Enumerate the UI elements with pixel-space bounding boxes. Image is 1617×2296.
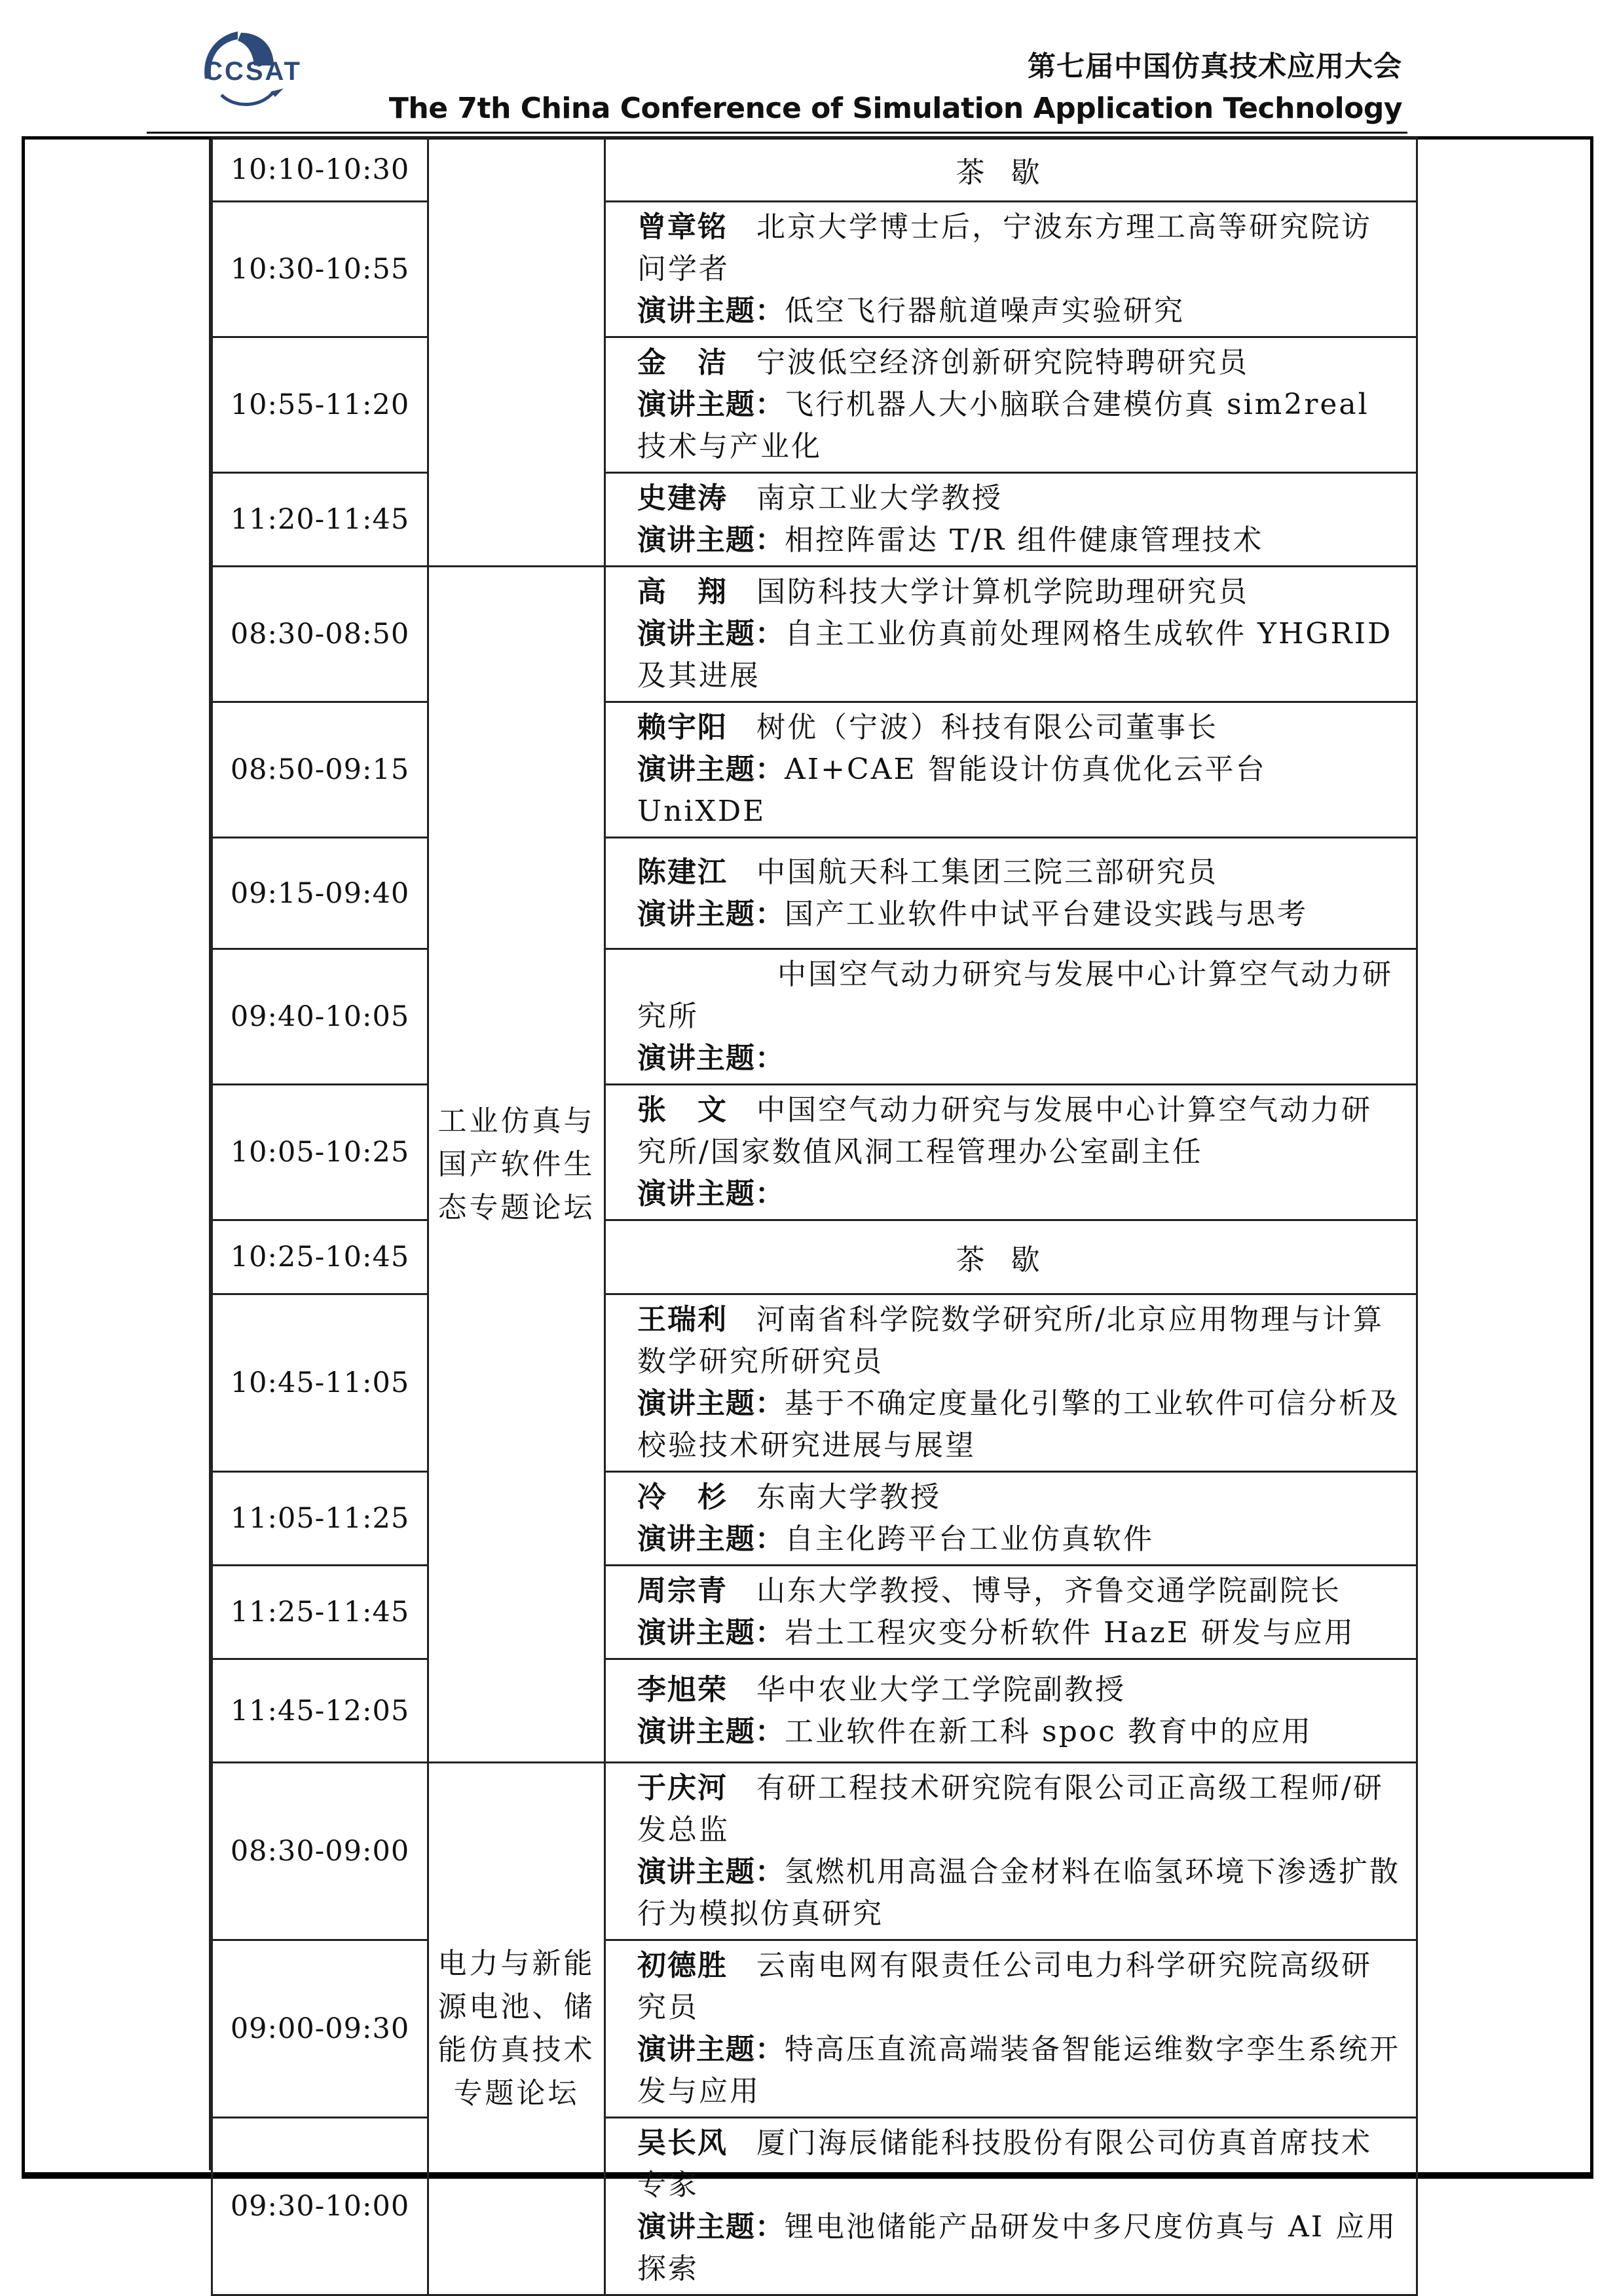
talk-cell	[605, 949, 1417, 1085]
topic-label: 演讲主题：	[637, 1714, 785, 1748]
talk-cell	[605, 1294, 1417, 1472]
schedule-row	[212, 567, 1417, 702]
speaker-affiliation: 树优（宁波）科技有限公司董事长	[756, 711, 1218, 744]
time-slot: 09:30-10:00	[212, 2118, 428, 2295]
topic-line	[637, 2029, 1400, 2113]
svg-text:CCSAT: CCSAT	[204, 57, 302, 86]
speaker-name: 张 文	[637, 1093, 728, 1127]
speaker-line	[637, 2122, 1400, 2206]
talk-topic: 国产工业软件中试平台建设实践与思考	[785, 897, 1308, 931]
speaker-name: 李旭荣	[637, 1672, 728, 1706]
topic-label: 演讲主题：	[637, 523, 785, 557]
schedule-row	[212, 702, 1417, 838]
speaker-affiliation: 山东大学教授、博导，齐鲁交通学院副院长	[756, 1574, 1341, 1608]
schedule-row	[212, 1566, 1417, 1659]
speaker-affiliation: 北京大学博士后，宁波东方理工高等研究院访问学者	[637, 210, 1372, 286]
topic-label: 演讲主题：	[637, 294, 785, 328]
speaker-affiliation: 厦门海辰储能科技股份有限公司仿真首席技术专家	[637, 2126, 1372, 2202]
speaker-name: 金 洁	[637, 346, 728, 379]
tea-break: 茶歇	[605, 138, 1417, 202]
talk-cell	[605, 1659, 1417, 1763]
topic-line	[637, 1383, 1400, 1467]
page-header	[0, 0, 1617, 138]
schedule-row	[212, 1294, 1417, 1472]
topic-line	[637, 290, 1400, 332]
speaker-name: 于庆河	[637, 1771, 728, 1805]
time-slot: 10:45-11:05	[212, 1294, 428, 1472]
speaker-line	[637, 954, 1400, 1038]
talk-cell	[605, 2118, 1417, 2295]
header-divider	[147, 132, 1407, 134]
talk-topic: 飞行机器人大小脑联合建模仿真 sim2real 技术与产业化	[637, 388, 1369, 463]
topic-label: 演讲主题：	[637, 388, 785, 421]
topic-label: 演讲主题：	[637, 617, 785, 650]
schedule-row	[212, 1220, 1417, 1294]
track-title	[428, 138, 605, 567]
schedule-row	[212, 838, 1417, 949]
speaker-line	[637, 852, 1400, 894]
topic-label: 演讲主题：	[637, 897, 785, 931]
speaker-line	[637, 1767, 1400, 1851]
topic-label: 演讲主题：	[637, 2033, 785, 2066]
speaker-name: 周宗青	[637, 1574, 728, 1608]
talk-cell	[605, 1085, 1417, 1220]
time-slot: 11:25-11:45	[212, 1566, 428, 1659]
speaker-line	[637, 707, 1400, 749]
talk-topic: 自主工业仿真前处理网格生成软件 YHGRID 及其进展	[637, 617, 1393, 692]
topic-label: 演讲主题：	[637, 1042, 785, 1075]
topic-line	[637, 1851, 1400, 1935]
speaker-name: 初德胜	[637, 1949, 728, 1982]
topic-line	[637, 894, 1400, 935]
talk-topic: 岩土工程灾变分析软件 HazE 研发与应用	[785, 1616, 1355, 1649]
schedule-row	[212, 473, 1417, 567]
talk-cell	[605, 337, 1417, 473]
speaker-affiliation: 有研工程技术研究院有限公司正高级工程师/研发总监	[637, 1771, 1384, 1847]
talk-topic: 自主化跨平台工业仿真软件	[785, 1522, 1154, 1556]
schedule-row	[212, 138, 1417, 202]
topic-line	[637, 1173, 1400, 1215]
track-title: 工业仿真与国产软件生态专题论坛	[428, 567, 605, 1763]
tea-break: 茶歇	[605, 1220, 1417, 1294]
topic-line	[637, 1612, 1400, 1654]
topic-label: 演讲主题：	[637, 1522, 785, 1556]
speaker-affiliation: 河南省科学院数学研究所/北京应用物理与计算数学研究所研究员	[637, 1303, 1384, 1378]
talk-topic: 工业软件在新工科 spoc 教育中的应用	[785, 1714, 1312, 1748]
talk-cell	[605, 202, 1417, 337]
ccsat-logo	[176, 26, 333, 111]
schedule-row	[212, 202, 1417, 337]
time-slot: 10:30-10:55	[212, 202, 428, 337]
time-slot: 10:25-10:45	[212, 1220, 428, 1294]
talk-cell	[605, 838, 1417, 949]
left-blank-column	[25, 140, 211, 2170]
speaker-affiliation: 南京工业大学教授	[756, 481, 1003, 515]
speaker-line	[637, 342, 1400, 384]
speaker-name: 史建涛	[637, 481, 728, 515]
speaker-line	[637, 1945, 1400, 2029]
talk-cell	[605, 473, 1417, 567]
speaker-name: 高 翔	[637, 575, 728, 609]
speaker-affiliation: 国防科技大学计算机学院助理研究员	[756, 575, 1249, 609]
schedule-row	[212, 1659, 1417, 1763]
topic-label: 演讲主题：	[637, 2210, 785, 2244]
schedule-row	[212, 1472, 1417, 1566]
time-slot: 11:05-11:25	[212, 1472, 428, 1566]
speaker-line	[637, 1570, 1400, 1612]
speaker-affiliation: 东南大学教授	[756, 1480, 941, 1514]
topic-line	[637, 749, 1400, 833]
time-slot: 10:10-10:30	[212, 138, 428, 202]
time-slot: 10:05-10:25	[212, 1085, 428, 1220]
topic-line	[637, 1518, 1400, 1560]
talk-cell	[605, 1472, 1417, 1566]
schedule-row	[212, 1763, 1417, 1940]
schedule-row	[212, 1085, 1417, 1220]
topic-label: 演讲主题：	[637, 1177, 785, 1211]
talk-topic: 基于不确定度量化引擎的工业软件可信分析及校验技术研究进展与展望	[637, 1387, 1400, 1462]
talk-cell	[605, 1940, 1417, 2118]
time-slot: 08:30-08:50	[212, 567, 428, 702]
talk-topic: 低空飞行器航道噪声实验研究	[785, 294, 1185, 328]
speaker-affiliation: 云南电网有限责任公司电力科学研究院高级研究员	[637, 1949, 1372, 2024]
speaker-line	[637, 478, 1400, 519]
topic-line	[637, 613, 1400, 697]
topic-line	[637, 384, 1400, 468]
speaker-affiliation: 宁波低空经济创新研究院特聘研究员	[756, 346, 1249, 379]
time-slot: 11:20-11:45	[212, 473, 428, 567]
topic-label: 演讲主题：	[637, 1855, 785, 1889]
time-slot: 08:30-09:00	[212, 1763, 428, 1940]
topic-line	[637, 519, 1400, 561]
schedule-table	[211, 137, 1418, 2296]
talk-cell	[605, 702, 1417, 838]
talk-topic: AI+CAE 智能设计仿真优化云平台 UniXDE	[637, 753, 1267, 828]
topic-line	[637, 2206, 1400, 2290]
talk-cell	[605, 1566, 1417, 1659]
time-slot: 09:15-09:40	[212, 838, 428, 949]
topic-label: 演讲主题：	[637, 753, 785, 786]
talk-cell	[605, 1763, 1417, 1940]
speaker-name: 王瑞利	[637, 1303, 728, 1336]
time-slot: 10:55-11:20	[212, 337, 428, 473]
speaker-line	[637, 1089, 1400, 1173]
speaker-line	[637, 1477, 1400, 1518]
talk-topic: 相控阵雷达 T/R 组件健康管理技术	[785, 523, 1264, 557]
speaker-name: 曾章铭	[637, 210, 728, 244]
speaker-line	[637, 571, 1400, 613]
talk-topic: 锂电池储能产品研发中多尺度仿真与 AI 应用探索	[637, 2210, 1398, 2286]
conference-title-cn: 第七届中国仿真技术应用大会	[1028, 50, 1402, 83]
schedule-row	[212, 2118, 1417, 2295]
speaker-line	[637, 1669, 1400, 1711]
topic-label: 演讲主题：	[637, 1616, 785, 1649]
schedule-row	[212, 949, 1417, 1085]
topic-line	[637, 1711, 1400, 1753]
talk-topic: 氢燃机用高温合金材料在临氢环境下渗透扩散行为模拟仿真研究	[637, 1855, 1400, 1930]
speaker-line	[637, 206, 1400, 290]
globe-logo-icon	[176, 26, 333, 111]
speaker-name: 冷 杉	[637, 1480, 728, 1514]
time-slot: 11:45-12:05	[212, 1659, 428, 1763]
speaker-name: 赖宇阳	[637, 711, 728, 744]
speaker-affiliation: 中国航天科工集团三院三部研究员	[756, 855, 1218, 889]
schedule-row	[212, 337, 1417, 473]
speaker-affiliation: 华中农业大学工学院副教授	[756, 1672, 1126, 1706]
speaker-name: 吴长风	[637, 2126, 728, 2160]
time-slot: 09:00-09:30	[212, 1940, 428, 2118]
track-title: 电力与新能源电池、储能仿真技术专题论坛	[428, 1763, 605, 2295]
speaker-affiliation: 中国空气动力研究与发展中心计算空气动力研究所/国家数值风洞工程管理办公室副主任	[637, 1093, 1372, 1169]
talk-cell	[605, 567, 1417, 702]
topic-line	[637, 1038, 1400, 1080]
time-slot: 08:50-09:15	[212, 702, 428, 838]
speaker-name: 陈建江	[637, 855, 728, 889]
topic-label: 演讲主题：	[637, 1387, 785, 1420]
speaker-line	[637, 1299, 1400, 1383]
time-slot: 09:40-10:05	[212, 949, 428, 1085]
conference-title-en: The 7th China Conference of Simulation Application Technology	[388, 92, 1402, 125]
talk-topic: 特高压直流高端装备智能运维数字孪生系统开发与应用	[637, 2033, 1400, 2108]
speaker-affiliation: 中国空气动力研究与发展中心计算空气动力研究所	[637, 958, 1393, 1033]
schedule-row	[212, 1940, 1417, 2118]
